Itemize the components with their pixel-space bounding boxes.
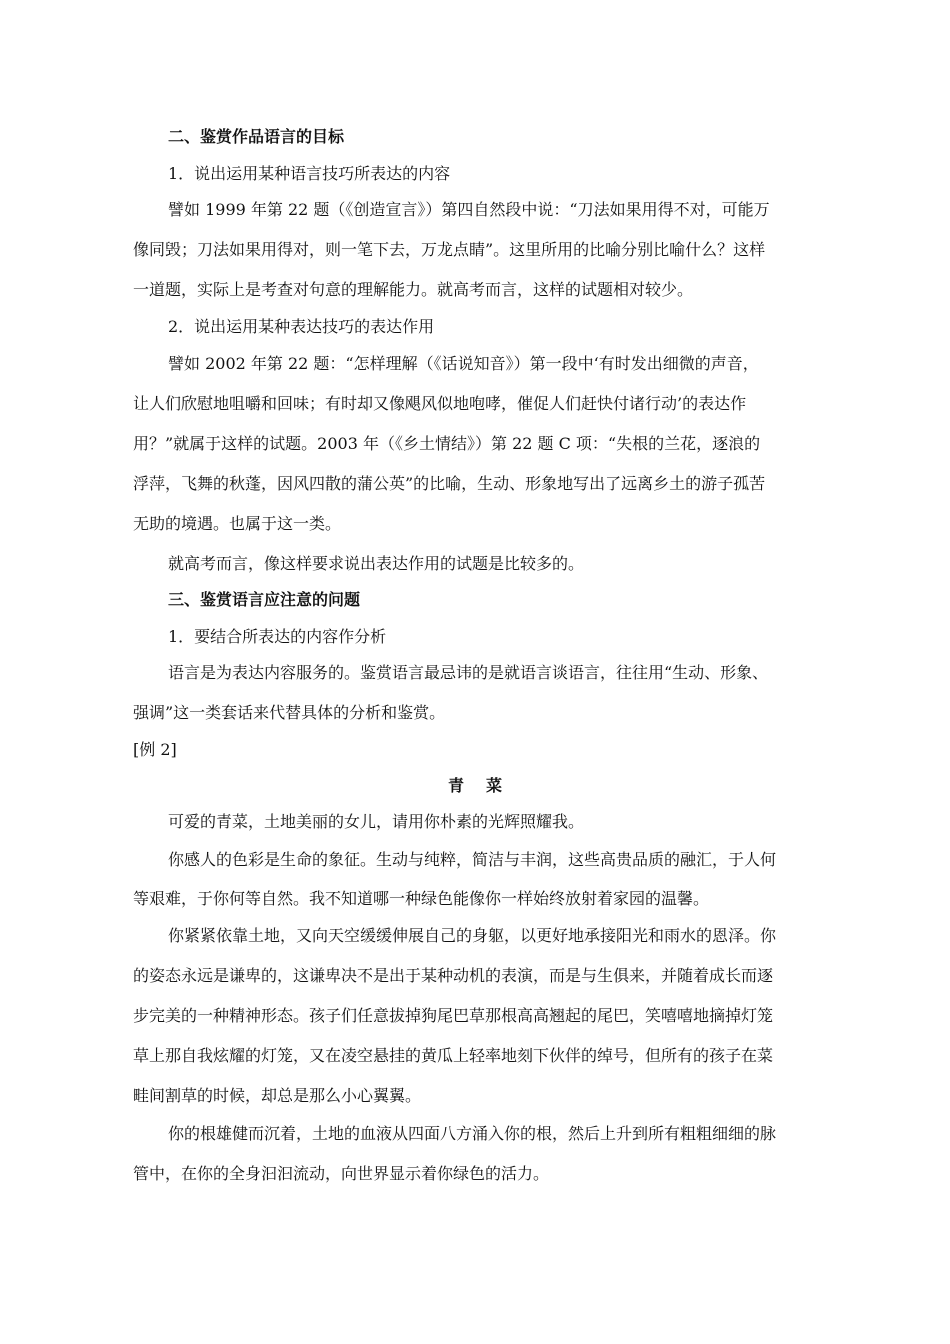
paragraph-line: 让人们欣慰地咀嚼和回味；有时却又像飓风似地咆哮，催促人们赶快付诸行动’的表达作 [133,394,747,413]
essay-paragraph-line: 的姿态永远是谦卑的，这谦卑决不是出于某种动机的表演，而是与生俱来，并随着成长而逐 [133,966,774,985]
paragraph-line: 譬如 1999 年第 22 题（《创造宣言》）第四自然段中说：“刀法如果用得不对，可能万 [168,200,770,219]
item-2-1: 1．说出运用某种语言技巧所表达的内容 [168,164,451,183]
paragraph-line: 用？”就属于这样的试题。2003 年（《乡土情结》）第 22 题 C 项：“失根的兰花，逐浪的 [133,434,761,453]
essay-paragraph-line: 草上那自我炫耀的灯笼，又在凌空悬挂的黄瓜上轻率地刻下伙伴的绰号，但所有的孩子在菜 [133,1046,774,1065]
essay-paragraph-line: 管中，在你的全身汩汩流动，向世界显示着你绿色的活力。 [133,1164,550,1183]
item-3-1: 1．要结合所表达的内容作分析 [168,627,387,646]
essay-paragraph-line: 你紧紧依靠土地，又向天空缓缓伸展自己的身躯，以更好地承接阳光和雨水的恩泽。你 [168,926,777,945]
essay-paragraph-line: 畦间割草的时候，却总是那么小心翼翼。 [133,1086,422,1105]
paragraph-line: 浮萍，飞舞的秋蓬，因风四散的蒲公英”的比喻，生动、形象地写出了远离乡土的游子孤苦 [133,474,766,493]
essay-paragraph-line: 等艰难，于你何等自然。我不知道哪一种绿色能像你一样始终放射着家园的温馨。 [133,889,710,908]
essay-paragraph-line: 你感人的色彩是生命的象征。生动与纯粹，简洁与丰润，这些高贵品质的融汇，于人何 [168,850,777,869]
essay-paragraph-line: 你的根雄健而沉着，土地的血液从四面八方涌入你的根，然后上升到所有粗粗细细的脉 [168,1124,777,1143]
section-heading-2: 二、鉴赏作品语言的目标 [168,127,345,146]
paragraph-line: 像同毁；刀法如果用得对，则一笔下去，万龙点睛”。这里所用的比喻分别比喻什么？这样 [133,240,766,259]
item-2-2: 2．说出运用某种表达技巧的表达作用 [168,317,435,336]
paragraph-line: 一道题，实际上是考查对句意的理解能力。就高考而言，这样的试题相对较少。 [133,280,694,299]
essay-title: 青菜 [447,776,524,795]
essay-paragraph-line: 可爱的青菜，土地美丽的女儿，请用你朴素的光辉照耀我。 [168,812,585,831]
paragraph-line: 语言是为表达内容服务的。鉴赏语言最忌讳的是就语言谈语言，往往用“生动、形象、 [168,663,769,682]
paragraph-line: 无助的境遇。也属于这一类。 [133,514,342,533]
paragraph-line: 强调”这一类套话来代替具体的分析和鉴赏。 [133,703,446,722]
example-label: [例 2] [133,740,177,759]
paragraph-line: 就高考而言，像这样要求说出表达作用的试题是比较多的。 [168,554,585,573]
paragraph-line: 譬如 2002 年第 22 题：“怎样理解（《话说知音》）第一段中‘有时发出细微的声音， [168,354,759,373]
section-heading-3: 三、鉴赏语言应注意的问题 [168,590,361,609]
essay-paragraph-line: 步完美的一种精神形态。孩子们任意拔掉狗尾巴草那根高高翘起的尾巴，笑嘻嘻地摘掉灯笼 [133,1006,774,1025]
